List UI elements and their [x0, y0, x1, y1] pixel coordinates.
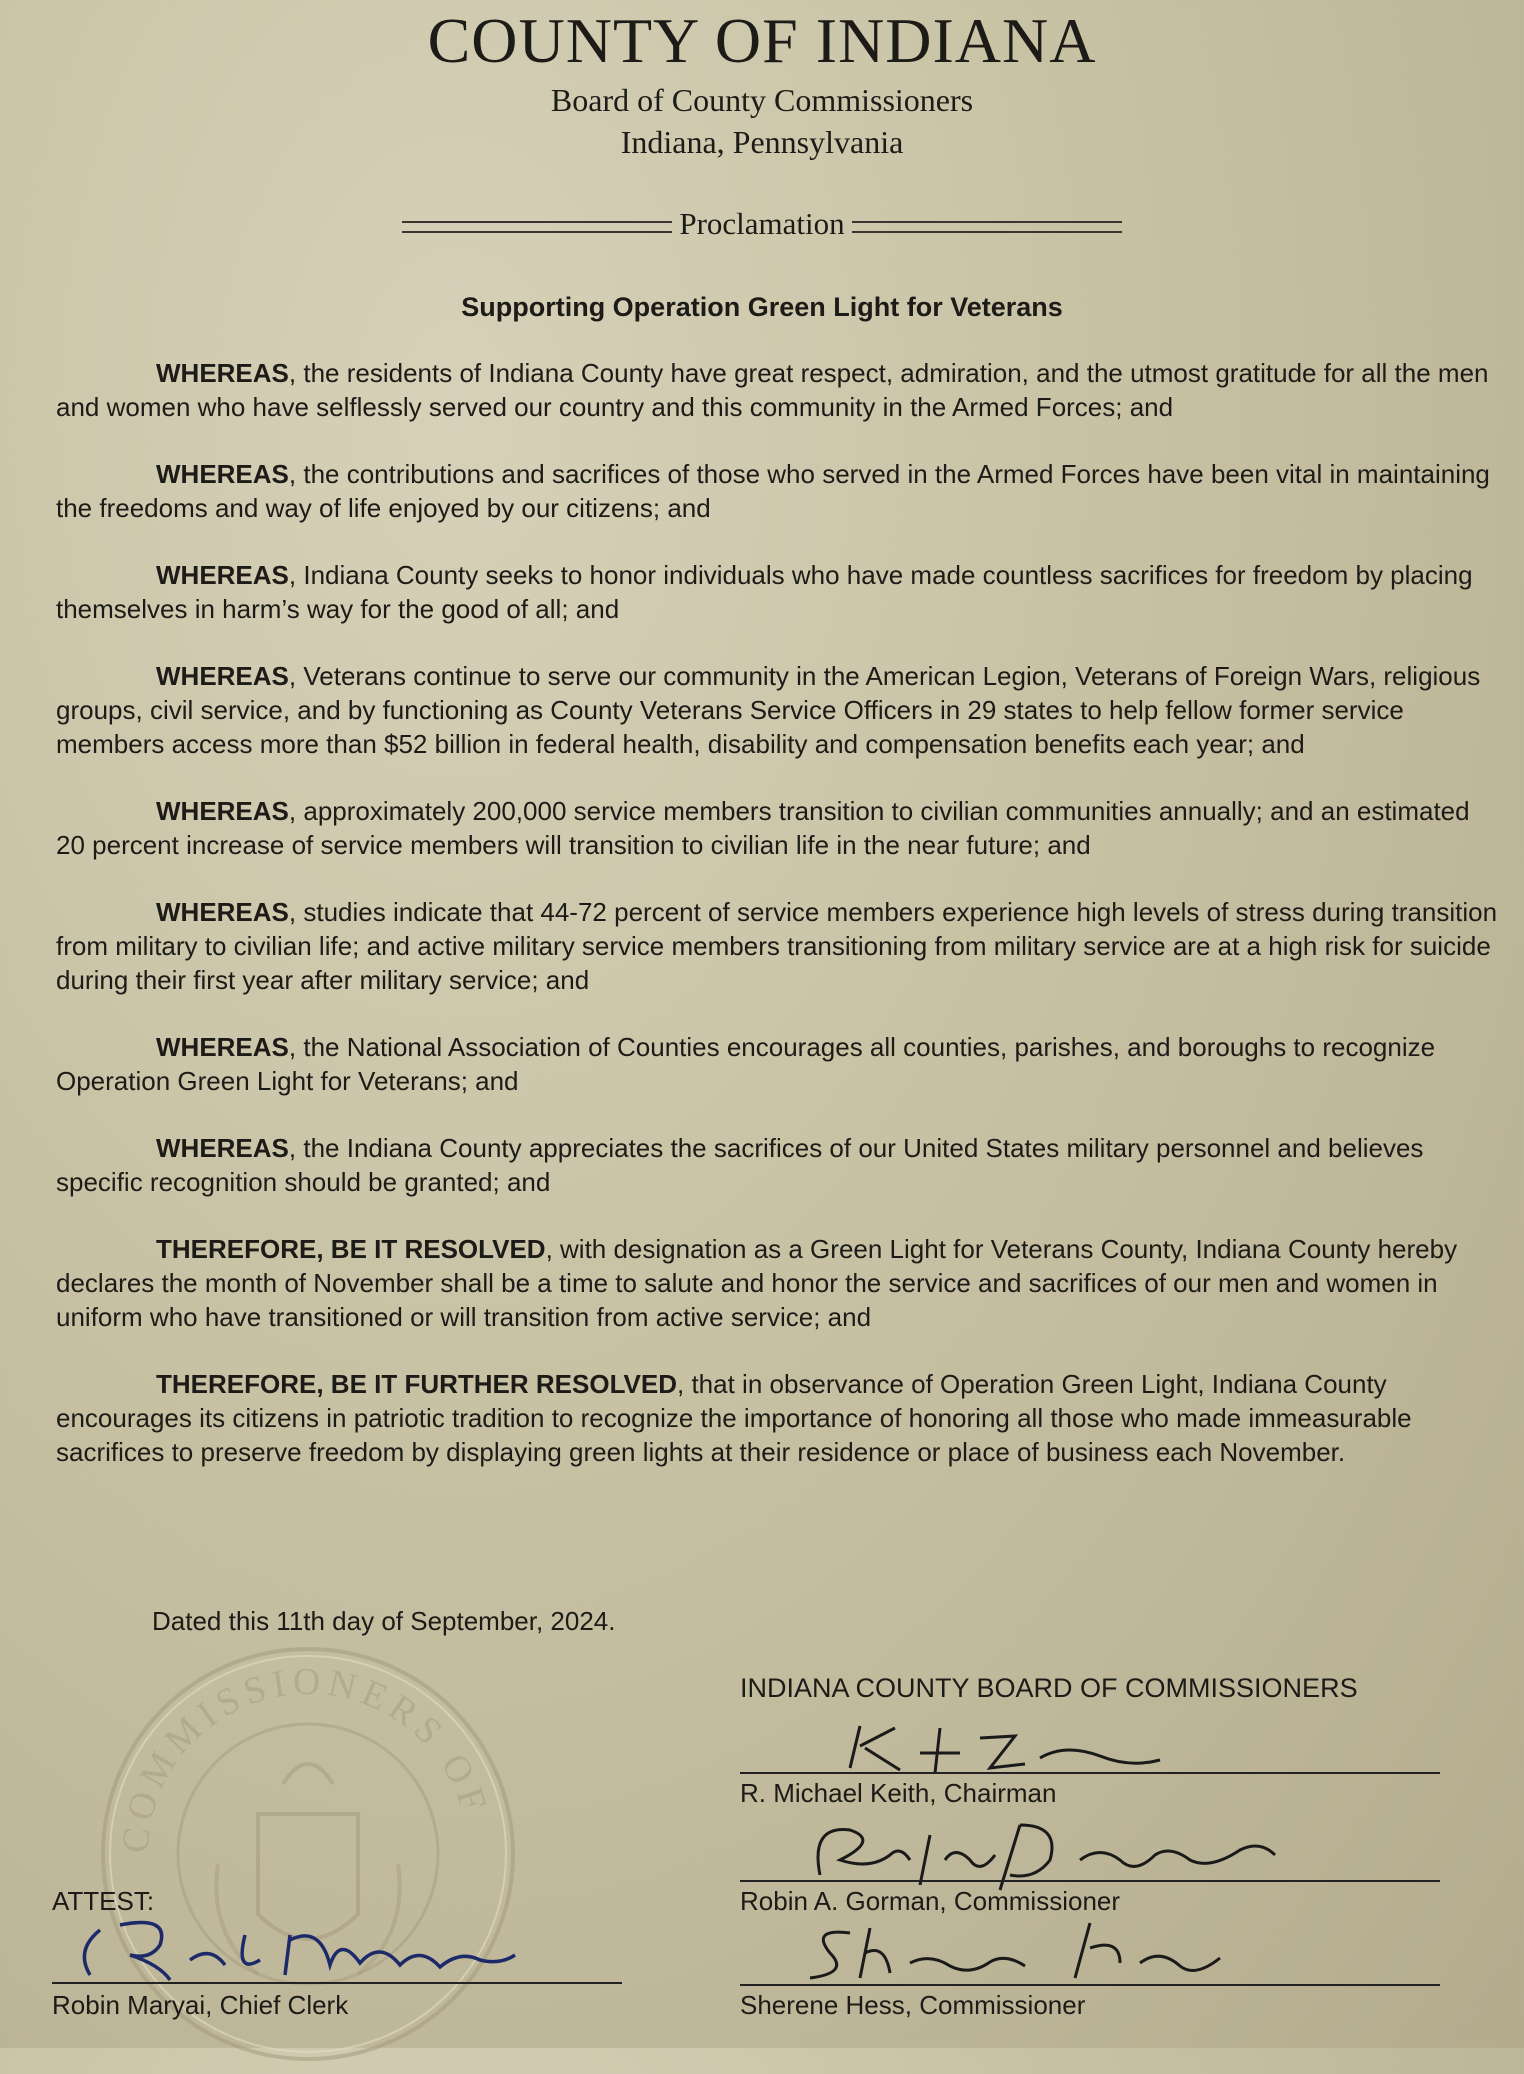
clause-text: , the residents of Indiana County have great respect, admiration, and the utmost gratitude for all the men and women who have selflessly served our country and this community in the Armed Forces; and: [56, 358, 1489, 422]
clause-lead: WHEREAS: [156, 459, 289, 489]
whereas-paragraph: [56, 794, 1498, 862]
signer-name: Robin A. Gorman, Commissioner: [740, 1886, 1121, 1916]
svg-text:COMMISSIONERS OF: COMMISSIONERS OF: [114, 1660, 497, 1855]
clause-lead: WHEREAS: [156, 560, 289, 590]
signature-line: [740, 1880, 1440, 1882]
clause-lead: WHEREAS: [156, 796, 289, 826]
clause-lead: THEREFORE, BE IT FURTHER RESOLVED: [156, 1369, 677, 1399]
clause-text: , the National Association of Counties encourages all counties, parishes, and boroughs to recognize Operation Green Light for Veterans; and: [56, 1032, 1436, 1096]
clause-text: , Indiana County seeks to honor individuals who have made countless sacrifices for freedom by placing themselves in harm’s way for the good of all; and: [56, 560, 1473, 624]
clause-lead: WHEREAS: [156, 1032, 289, 1062]
signature-hess: [790, 1918, 1230, 1988]
proclamation-body: [56, 356, 1498, 1502]
board-name: Board of County Commissioners: [550, 82, 974, 118]
whereas-paragraph: [56, 1030, 1498, 1098]
clause-lead: WHEREAS: [156, 661, 289, 691]
signature-line: [740, 1984, 1440, 1986]
whereas-paragraph: [56, 1131, 1498, 1199]
clause-text: , studies indicate that 44-72 percent of service members experience high levels of stress during transition from military to civilian life; and active military service members transitioning from military service are at a high risk for suicide during their first year after military service; and: [56, 897, 1498, 995]
whereas-paragraph: [56, 457, 1498, 525]
dated-line: Dated this 11th day of September, 2024.: [152, 1606, 616, 1636]
clause-text: , the contributions and sacrifices of those who served in the Armed Forces have been vital in maintaining the freedoms and way of life enjoyed by our citizens; and: [56, 459, 1490, 523]
proclamation-heading: [0, 206, 1524, 242]
double-rule-left: [402, 221, 672, 233]
whereas-paragraph: [56, 659, 1498, 761]
signature-line: [52, 1982, 622, 1984]
clause-text: , with designation as a Green Light for Veterans County, Indiana County hereby declares the month of November shall be a time to salute and honor the service and sacrifices of our men and women in uniform who have transitioned or will transition from active service; and: [56, 1234, 1458, 1332]
resolved-paragraph: [56, 1232, 1498, 1334]
clause-lead: THEREFORE, BE IT RESOLVED: [156, 1234, 546, 1264]
proclamation-subtitle: Supporting Operation Green Light for Veterans: [461, 292, 1063, 322]
whereas-paragraph: [56, 558, 1498, 626]
signature-gorman: [780, 1815, 1280, 1895]
board-signature-heading: INDIANA COUNTY BOARD OF COMMISSIONERS: [740, 1673, 1358, 1703]
signature-line: [740, 1772, 1440, 1774]
signature-keith: [840, 1718, 1170, 1778]
double-rule-right: [852, 221, 1122, 233]
signer-name: R. Michael Keith, Chairman: [740, 1778, 1057, 1808]
county-title: COUNTY OF INDIANA: [427, 5, 1097, 76]
clause-text: , Veterans continue to serve our community in the American Legion, Veterans of Foreign Wars, religious groups, civil service, and by functioning as County Veterans Service Officers in 29 states to help fellow former service members access more than $52 billion in federal health, disability and compensation benefits each year; and: [56, 661, 1481, 759]
clause-lead: WHEREAS: [156, 1133, 289, 1163]
clause-text: , approximately 200,000 service members transition to civilian communities annually; and an estimated 20 percent increase of service members will transition to civilian life in the near future; and: [56, 796, 1470, 860]
signer-name: Sherene Hess, Commissioner: [740, 1990, 1086, 2020]
clause-lead: WHEREAS: [156, 897, 289, 927]
whereas-paragraph: [56, 895, 1498, 997]
further-resolved-paragraph: [56, 1367, 1498, 1469]
clause-text: , that in observance of Operation Green Light, Indiana County encourages its citizens in patriotic tradition to recognize the importance of honoring all those who made immeasurable sacrifices to preserve freedom by displaying green lights at their residence or place of business each November.: [56, 1369, 1412, 1467]
location: Indiana, Pennsylvania: [620, 124, 904, 160]
whereas-paragraph: [56, 356, 1498, 424]
clause-lead: WHEREAS: [156, 358, 289, 388]
clerk-name: Robin Maryai, Chief Clerk: [52, 1990, 349, 2020]
proclamation-label: Proclamation: [679, 206, 845, 241]
attest-label: ATTEST:: [52, 1886, 155, 1916]
clause-text: , the Indiana County appreciates the sacrifices of our United States military personnel and believes specific recognition should be granted; and: [56, 1133, 1424, 1197]
